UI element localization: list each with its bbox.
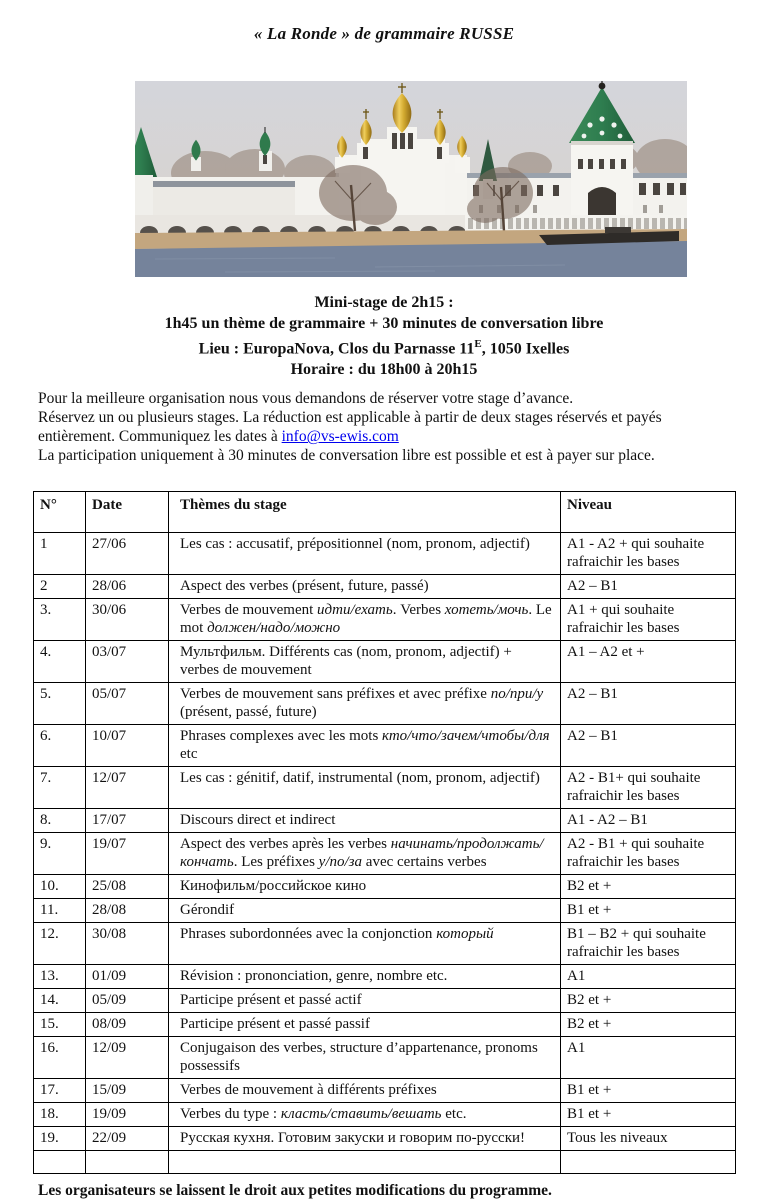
cell-date: 05/09 [86, 989, 169, 1013]
cell-num: 16. [34, 1037, 86, 1079]
table-row [34, 725, 736, 767]
cell-date: 28/08 [86, 899, 169, 923]
cell-theme: Participe présent et passé actif [169, 989, 561, 1013]
cell-niveau: B1 – B2 + qui souhaite rafraichir les bases [561, 923, 736, 965]
info-line-duration: Mini-stage de 2h15 : [314, 294, 454, 311]
cell-date: 05/07 [86, 683, 169, 725]
table-row [34, 1079, 736, 1103]
table-row [34, 923, 736, 965]
event-info [0, 292, 768, 380]
table-row [34, 599, 736, 641]
cell-date: 25/08 [86, 875, 169, 899]
cell-theme: Gérondif [169, 899, 561, 923]
cell-num: 2 [34, 575, 86, 599]
cell-num: 4. [34, 641, 86, 683]
cell-date: 08/09 [86, 1013, 169, 1037]
table-row [34, 1037, 736, 1079]
cell-theme: Les cas : accusatif, prépositionnel (nom, pronom, adjectif) [169, 533, 561, 575]
info-line-location: Lieu : EuropaNova, Clos du Parnasse $11^E$, 1050 Ixelles [198, 338, 570, 358]
table-row [34, 965, 736, 989]
monastery-photo [135, 81, 687, 277]
table-row [34, 767, 736, 809]
cell-date: 12/07 [86, 767, 169, 809]
cell-theme: Aspect des verbes après les verbes начинать/продолжать/кончать. Les préfixes у/по/за avec certains verbes [169, 833, 561, 875]
cell-date: 03/07 [86, 641, 169, 683]
cell-niveau: A1 - A2 – B1 [561, 809, 736, 833]
intro-paragraph [38, 389, 734, 465]
cell-theme: Discours direct et indirect [169, 809, 561, 833]
superscript-e: E [474, 338, 482, 350]
cell-niveau: A2 – B1 [561, 683, 736, 725]
table-row [34, 1127, 736, 1151]
cell-theme: Verbes de mouvement идти/ехать. Verbes хотеть/мочь. Le mot должен/надо/можно [169, 599, 561, 641]
cell-niveau: B1 et + [561, 899, 736, 923]
table-row [34, 809, 736, 833]
table-row [34, 641, 736, 683]
cell-date: 01/09 [86, 965, 169, 989]
info-line-format: 1h45 un thème de grammaire + 30 minutes de conversation libre [164, 315, 604, 332]
cell-date: 12/09 [86, 1037, 169, 1079]
cell-num: 12. [34, 923, 86, 965]
cell-date: 30/06 [86, 599, 169, 641]
cell-niveau: A1 [561, 1037, 736, 1079]
cell-niveau: B1 et + [561, 1103, 736, 1127]
footer-note: Les organisateurs se laissent le droit aux petites modifications du programme. [38, 1182, 552, 1200]
monastery-photo-art [135, 81, 687, 277]
cell-theme: Participe présent et passé passif [169, 1013, 561, 1037]
cell-niveau: B2 et + [561, 1013, 736, 1037]
schedule-table [33, 491, 736, 1174]
cell-num: 11. [34, 899, 86, 923]
col-header-num: N° [34, 492, 86, 533]
col-header-theme: Thèmes du stage [169, 492, 561, 533]
table-row [34, 533, 736, 575]
cell-num: 17. [34, 1079, 86, 1103]
cell-date: 30/08 [86, 923, 169, 965]
table-row [34, 875, 736, 899]
cell-niveau: A1 – A2 et + [561, 641, 736, 683]
cell-niveau: A2 - B1+ qui souhaite rafraichir les bases [561, 767, 736, 809]
cell-date: 17/07 [86, 809, 169, 833]
table-row [34, 575, 736, 599]
table-row [34, 1013, 736, 1037]
cell-num: 18. [34, 1103, 86, 1127]
empty-row [34, 1151, 736, 1174]
cell-theme: Verbes de mouvement sans préfixes et avec préfixe по/при/у (présent, passé, future) [169, 683, 561, 725]
cell-date: 19/09 [86, 1103, 169, 1127]
cell-theme: Verbes de mouvement à différents préfixes [169, 1079, 561, 1103]
cell-num: 15. [34, 1013, 86, 1037]
cell-theme: Révision : prononciation, genre, nombre etc. [169, 965, 561, 989]
cell-num: 7. [34, 767, 86, 809]
cell-date: 27/06 [86, 533, 169, 575]
email-link[interactable]: info@vs-ewis.com [281, 428, 399, 446]
info-line-hours: Horaire : du 18h00 à 20h15 [290, 361, 478, 379]
cell-niveau: A2 – B1 [561, 575, 736, 599]
cell-niveau: Tous les niveaux [561, 1127, 736, 1151]
cell-date: 15/09 [86, 1079, 169, 1103]
cell-theme: Conjugaison des verbes, structure d’appartenance, pronoms possessifs [169, 1037, 561, 1079]
cell-niveau: B2 et + [561, 875, 736, 899]
table-row [34, 899, 736, 923]
cell-niveau: A1 [561, 965, 736, 989]
cell-theme: Русская кухня. Готовим закуски и говорим по-русски! [169, 1127, 561, 1151]
cell-niveau: B2 et + [561, 989, 736, 1013]
cell-num [34, 1151, 86, 1174]
page-title: « La Ronde » de grammaire RUSSE [253, 24, 515, 43]
cell-num: 10. [34, 875, 86, 899]
cell-num: 3. [34, 599, 86, 641]
cell-date: 28/06 [86, 575, 169, 599]
cell-date: 22/09 [86, 1127, 169, 1151]
cell-num: 1 [34, 533, 86, 575]
cell-niveau: A1 - A2 + qui souhaite rafraichir les bases [561, 533, 736, 575]
table-row [34, 989, 736, 1013]
cell-theme: Мультфильм. Différents cas (nom, pronom, adjectif) + verbes de mouvement [169, 641, 561, 683]
cell-theme [169, 1151, 561, 1174]
cell-date: 10/07 [86, 725, 169, 767]
cell-niveau [561, 1151, 736, 1174]
cell-theme: Les cas : génitif, datif, instrumental (nom, pronom, adjectif) [169, 767, 561, 809]
table-row [34, 1103, 736, 1127]
table-header-row [34, 492, 736, 533]
table-row [34, 683, 736, 725]
intro-line-1: Pour la meilleure organisation nous vous demandons de réserver votre stage d’avance. [38, 390, 574, 408]
cell-theme: Phrases complexes avec les mots кто/что/зачем/чтобы/для etc [169, 725, 561, 767]
cell-num: 8. [34, 809, 86, 833]
cell-num: 9. [34, 833, 86, 875]
cell-num: 14. [34, 989, 86, 1013]
cell-theme: Aspect des verbes (présent, future, passé) [169, 575, 561, 599]
intro-line-3: La participation uniquement à 30 minutes de conversation libre est possible et est à payer sur place. [38, 447, 655, 465]
cell-niveau: A1 + qui souhaite rafraichir les bases [561, 599, 736, 641]
schedule-table-body [34, 533, 736, 1174]
cell-niveau: A2 – B1 [561, 725, 736, 767]
cell-num: 6. [34, 725, 86, 767]
cell-theme: Кинофильм/российское кино [169, 875, 561, 899]
table-row [34, 833, 736, 875]
cell-date [86, 1151, 169, 1174]
cell-date: 19/07 [86, 833, 169, 875]
col-header-date: Date [86, 492, 169, 533]
cell-niveau: B1 et + [561, 1079, 736, 1103]
cell-niveau: A2 - B1 + qui souhaite rafraichir les bases [561, 833, 736, 875]
col-header-niveau: Niveau [561, 492, 736, 533]
cell-theme: Phrases subordonnées avec la conjonction который [169, 923, 561, 965]
intro-line-2: Réservez un ou plusieurs stages. La réduction est applicable à partir de deux stages réservés et payés entièrement. Communiquez les dates à info@vs-ewis.com [38, 409, 662, 446]
cell-num: 13. [34, 965, 86, 989]
cell-theme: Verbes du type : класть/ставить/вешать etc. [169, 1103, 561, 1127]
cell-num: 19. [34, 1127, 86, 1151]
cell-num: 5. [34, 683, 86, 725]
